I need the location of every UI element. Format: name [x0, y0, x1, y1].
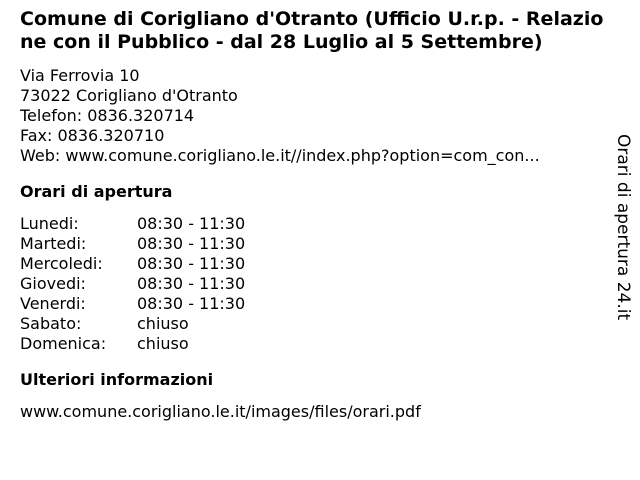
street-address: Via Ferrovia 10 [20, 66, 140, 85]
hours-day: Venerdi: [20, 294, 86, 313]
hours-row-saturday [20, 314, 612, 334]
more-info-heading: Ulteriori informazioni [20, 370, 214, 389]
website-link[interactable]: Web: www.comune.corigliano.le.it//index.php?option=com_con... [20, 146, 540, 165]
hours-time: 08:30 - 11:30 [137, 254, 246, 273]
main-content [20, 8, 612, 422]
hours-time: 08:30 - 11:30 [137, 274, 246, 293]
address-block [20, 66, 612, 166]
hours-time: 08:30 - 11:30 [137, 234, 246, 253]
hours-time: chiuso [137, 314, 189, 333]
hours-row-tuesday [20, 234, 612, 254]
opening-hours-table [20, 214, 612, 354]
brand-watermark: Orari di apertura 24.it [613, 134, 633, 321]
schedule-pdf-link[interactable]: www.comune.corigliano.le.it/images/files/orari.pdf [20, 402, 421, 421]
hours-row-thursday [20, 274, 612, 294]
hours-row-friday [20, 294, 612, 314]
hours-day: Mercoledi: [20, 254, 103, 273]
hours-day: Giovedi: [20, 274, 86, 293]
opening-hours-heading: Orari di apertura [20, 182, 173, 201]
page-title: Comune di Corigliano d'Otranto (Ufficio U.r.p. - Relazione con il Pubblico - dal 28 Luglio al 5 Settembre) [20, 8, 604, 53]
hours-row-sunday [20, 334, 612, 354]
city-address: 73022 Corigliano d'Otranto [20, 86, 238, 105]
hours-time: 08:30 - 11:30 [137, 214, 246, 233]
hours-row-monday [20, 214, 612, 234]
phone-number: Telefon: 0836.320714 [20, 106, 195, 125]
hours-row-wednesday [20, 254, 612, 274]
hours-day: Martedi: [20, 234, 87, 253]
hours-time: 08:30 - 11:30 [137, 294, 246, 313]
hours-day: Domenica: [20, 334, 107, 353]
hours-day: Sabato: [20, 314, 82, 333]
hours-day: Lunedi: [20, 214, 79, 233]
fax-number: Fax: 0836.320710 [20, 126, 165, 145]
hours-time: chiuso [137, 334, 189, 353]
